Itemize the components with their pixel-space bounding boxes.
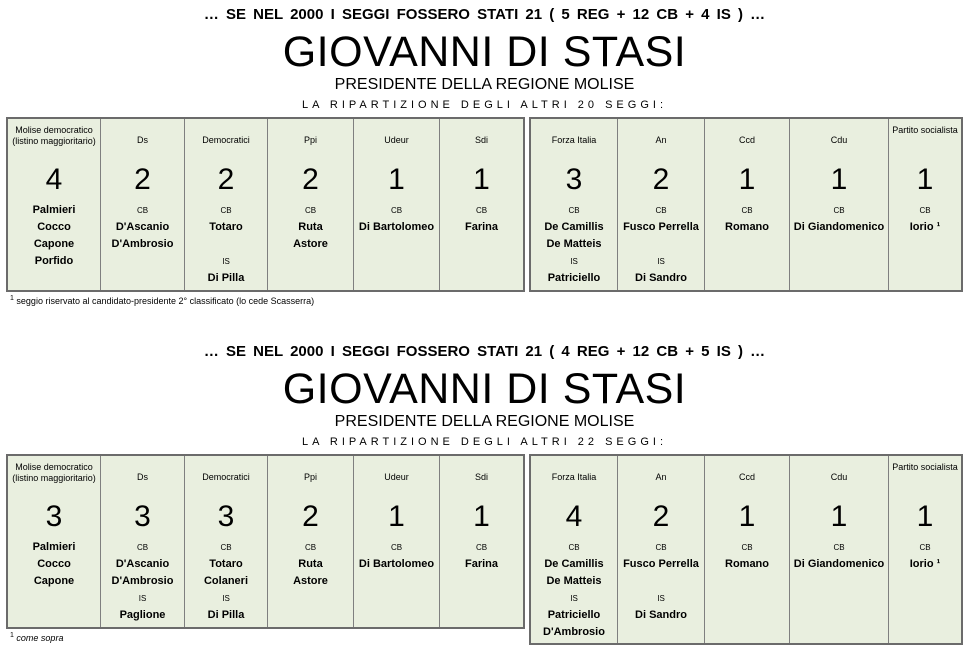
party-name: Ppi [303,472,317,482]
elected-name: Porfido [34,255,74,267]
party-name: An [655,135,667,145]
district-tag: CB [475,206,488,215]
elected-name: Capone [33,575,75,587]
coalition-right-table-bottom [529,454,963,645]
seat-count: 3 [45,500,63,533]
party-name: Ds [137,135,148,145]
district-tag: CB [919,543,931,552]
elected-name: Farina [464,558,498,570]
seat-count: 1 [738,163,756,196]
district-tag: IS [570,594,578,603]
elected-name: Romano [725,221,769,233]
elected-name: Di Pilla [207,272,245,284]
party-name: Democratici [202,472,250,482]
elected-list [618,539,704,624]
party-column [354,456,440,627]
party-name: Molise democratico (listino maggioritario) [12,125,96,146]
seat-count: 3 [217,500,235,533]
district-tag: CB [741,206,753,215]
elected-list [185,539,267,624]
district-tag: CB [304,543,317,552]
party-column [268,456,354,627]
candidate-name-top: GIOVANNI DI STASI [282,28,687,76]
district-tag: CB [220,206,232,215]
elected-name: Astore [293,238,328,250]
party-name: Partito socialista [892,462,958,472]
seat-count: 1 [473,163,490,196]
seat-count: 2 [302,500,319,533]
elected-list [268,202,353,253]
ripartizione-top: LA RIPARTIZIONE DEGLI ALTRI 20 SEGGI: [301,99,667,111]
footnote-bottom [10,632,63,643]
elected-name: Iorio ¹ [909,558,941,570]
elected-name: D'Ascanio [115,558,170,570]
subtitle-bottom: PRESIDENTE DELLA REGIONE MOLISE [334,413,635,430]
elected-name: Cocco [37,221,71,233]
district-tag: CB [833,543,845,552]
district-tag: CB [390,543,403,552]
elected-list [889,202,961,236]
party-column [790,456,889,643]
party-column [618,119,705,290]
elected-list [790,202,888,236]
party-name: Udeur [384,135,409,145]
party-name: Ppi [303,135,317,145]
party-column [790,119,889,290]
headline-top: … SE NEL 2000 I SEGGI FOSSERO STATI 21 ( 5 REG + 12 CB + 4 IS ) … [203,6,766,23]
district-tag: IS [222,594,230,603]
seat-count: 4 [565,500,583,533]
seat-count: 1 [473,500,490,533]
party-name: Ccd [738,472,755,482]
party-name: Ccd [738,135,755,145]
district-tag: IS [570,257,578,266]
party-column [101,456,185,627]
elected-name: Paglione [119,609,166,621]
party-column [101,119,185,290]
district-tag: CB [136,206,149,215]
elected-name: D'Ambrosio [111,238,174,250]
elected-name: Cocco [37,558,71,570]
elected-name: Fusco Perrella [623,558,699,570]
party-column [440,119,523,290]
elected-list [440,202,523,236]
party-name: Molise democratico (listino maggioritario) [12,462,96,483]
party-column [268,119,354,290]
elected-name [185,236,267,253]
elected-name: Patriciello [547,272,601,284]
party-column [440,456,523,627]
elected-list [440,539,523,573]
subtitle-top: PRESIDENTE DELLA REGIONE MOLISE [334,76,635,93]
elected-name: Farina [464,221,498,233]
party-column [531,456,618,643]
elected-list [8,539,100,590]
seat-count: 1 [738,500,756,533]
headline-bottom: … SE NEL 2000 I SEGGI FOSSERO STATI 21 ( 4 REG + 12 CB + 5 IS ) … [203,343,766,360]
elected-list [101,202,184,253]
elected-list [185,202,267,287]
elected-list [268,539,353,590]
seat-count: 1 [388,500,405,533]
party-name: Sdi [474,135,488,145]
elected-list [705,539,789,573]
party-name: Ds [137,472,148,482]
footnote-mark: 1 [10,295,14,302]
elected-name: Fusco Perrella [623,221,699,233]
seat-count: 4 [45,163,63,196]
district-tag: CB [655,543,667,552]
candidate-name-bottom: GIOVANNI DI STASI [282,365,687,413]
elected-name: D'Ascanio [115,221,170,233]
elected-name: Astore [293,575,328,587]
district-tag: CB [220,543,232,552]
party-column [185,119,268,290]
seat-count: 2 [652,163,670,196]
party-name: Cdu [830,135,848,145]
seat-count: 2 [134,163,151,196]
elected-name: Di Sandro [635,272,687,284]
district-tag: CB [390,206,403,215]
elected-name: De Camillis [544,221,604,233]
district-tag: IS [657,257,665,266]
elected-name: Romano [725,558,769,570]
district-tag: IS [138,594,147,603]
district-tag: CB [136,543,149,552]
party-column [889,456,961,643]
footnote-mark: 1 [10,632,14,639]
district-tag: CB [568,206,580,215]
coalition-left-table-bottom [6,454,525,629]
district-tag: IS [222,257,230,266]
elected-list [531,202,617,287]
elected-list [705,202,789,236]
elected-list [790,539,888,573]
party-column [354,119,440,290]
elected-name: D'Ambrosio [543,626,605,638]
seat-count: 1 [916,500,934,533]
elected-name: Totaro [209,221,243,233]
elected-list [618,202,704,287]
elected-name: Palmieri [32,204,76,216]
elected-name: Capone [33,238,75,250]
elected-name: De Matteis [546,238,602,250]
district-tag: CB [475,543,488,552]
district-tag: IS [657,594,665,603]
elected-name: Di Giandomenico [793,558,885,570]
seat-count: 3 [134,500,151,533]
elected-name: Di Pilla [207,609,245,621]
elected-list [531,539,617,641]
party-column [8,119,101,290]
district-tag: CB [568,543,580,552]
party-column [531,119,618,290]
party-column [705,119,790,290]
coalition-right-table-top [529,117,963,292]
seat-count: 3 [565,163,583,196]
elected-name: Patriciello [547,609,601,621]
party-column [8,456,101,627]
seat-count: 1 [388,163,405,196]
elected-name: Di Bartolomeo [358,558,435,570]
party-column [618,456,705,643]
elected-name: Di Bartolomeo [358,221,435,233]
elected-name: Di Giandomenico [793,221,885,233]
district-tag: CB [655,206,667,215]
district-tag: CB [304,206,317,215]
elected-name: Totaro [209,558,243,570]
seat-count: 1 [830,500,848,533]
party-name: Partito socialista [892,125,958,135]
party-name: Forza Italia [551,135,597,145]
elected-name: De Matteis [546,575,602,587]
party-name: Udeur [384,472,409,482]
party-column [705,456,790,643]
party-name: Cdu [830,472,848,482]
seat-count: 2 [302,163,319,196]
seat-count: 1 [830,163,848,196]
seat-count: 2 [217,163,235,196]
elected-name: Palmieri [32,541,76,553]
elected-name: Ruta [298,221,323,233]
footnote-top [10,295,314,306]
elected-list [889,539,961,573]
elected-name: Ruta [298,558,323,570]
elected-list [8,202,100,270]
elected-list [354,202,439,236]
party-name: Forza Italia [551,472,597,482]
seat-count: 2 [652,500,670,533]
elected-name: Iorio ¹ [909,221,941,233]
district-tag: CB [741,543,753,552]
party-name: Democratici [202,135,250,145]
party-column [185,456,268,627]
footnote-text: come sopra [16,633,64,643]
district-tag: CB [833,206,845,215]
party-name: Sdi [474,472,488,482]
ripartizione-bottom: LA RIPARTIZIONE DEGLI ALTRI 22 SEGGI: [301,436,667,448]
seat-count: 1 [916,163,934,196]
elected-name: D'Ambrosio [111,575,174,587]
party-column [889,119,961,290]
footnote-text: seggio riservato al candidato-presidente 2° classificato (lo cede Scasserra) [16,296,315,306]
district-tag: CB [919,206,931,215]
elected-name: Di Sandro [635,609,687,621]
elected-name [618,236,704,253]
coalition-left-table-top [6,117,525,292]
party-name: An [655,472,667,482]
elected-list [101,539,184,624]
elected-name [618,573,704,590]
elected-list [354,539,439,573]
elected-name: Colaneri [203,575,248,587]
elected-name: De Camillis [544,558,604,570]
